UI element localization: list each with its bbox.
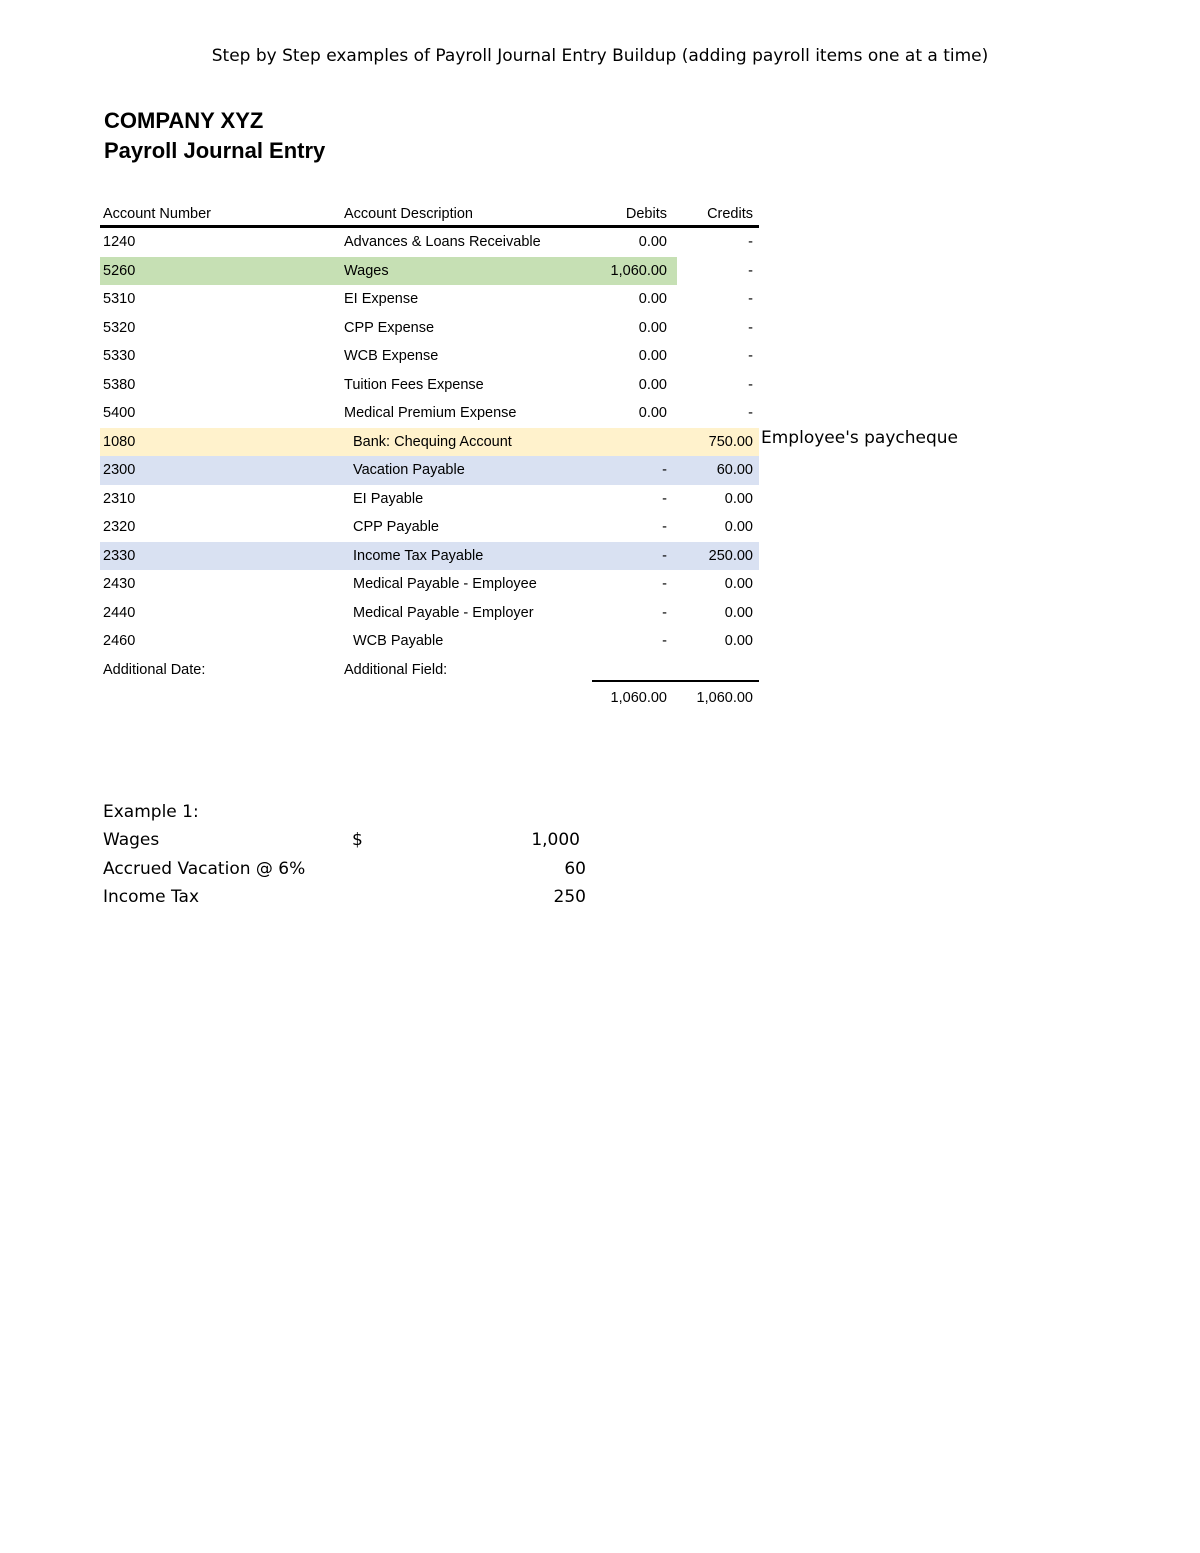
debit-value: 0.00: [638, 291, 667, 307]
debit-value: -: [662, 490, 667, 507]
list-item: [103, 826, 603, 854]
account-description: EI Expense: [344, 291, 419, 307]
example-item-label: Accrued Vacation @ 6%: [103, 858, 306, 879]
table-row: [100, 285, 759, 314]
account-number: 2430: [103, 576, 136, 592]
account-description: Medical Payable - Employer: [353, 604, 534, 621]
example-item-currency: $: [352, 830, 363, 851]
account-number: 2460: [103, 633, 136, 649]
account-description: Medical Payable - Employee: [353, 576, 537, 592]
example-section: [103, 798, 603, 911]
account-number: 5260: [103, 262, 136, 279]
header-account-description: Account Description: [344, 206, 473, 222]
journal-table: [100, 201, 759, 684]
credit-value: 250.00: [708, 547, 753, 564]
additional-field-label: Additional Field:: [344, 661, 448, 678]
table-row: [100, 599, 759, 628]
account-description: Bank: Chequing Account: [353, 433, 512, 450]
debit-value: -: [662, 633, 667, 649]
paycheque-note: Employee's paycheque: [761, 428, 959, 448]
table-row: [100, 342, 759, 371]
example-item-label: Income Tax: [103, 886, 200, 907]
debit-value: 0.00: [638, 234, 667, 250]
list-item: [103, 883, 603, 911]
credit-value: 0.00: [724, 576, 753, 592]
account-number: 5310: [103, 291, 136, 307]
account-number: 2300: [103, 462, 136, 478]
credit-value: 60.00: [716, 462, 753, 478]
credit-value: -: [748, 234, 753, 250]
report-title: Payroll Journal Entry: [104, 138, 326, 163]
table-row: [100, 485, 759, 514]
account-description: Advances & Loans Receivable: [344, 234, 541, 250]
credit-value: 0.00: [724, 519, 753, 535]
totals-row: [100, 686, 759, 710]
example-title-row: [103, 798, 603, 826]
credit-value: 0.00: [724, 633, 753, 649]
example-title: Example 1:: [103, 802, 199, 822]
debit-value: 0.00: [638, 348, 667, 364]
credit-value: 750.00: [708, 433, 753, 450]
table-row-vacation-payable: [100, 456, 759, 485]
credit-value: -: [748, 405, 753, 421]
debit-value: 0.00: [638, 319, 667, 336]
table-row: [100, 314, 759, 343]
account-number: 5320: [103, 319, 136, 336]
header-credits: Credits: [707, 206, 753, 222]
credit-value: -: [748, 348, 753, 364]
header-account-number: Account Number: [103, 206, 211, 222]
account-number: 5400: [103, 405, 136, 421]
account-description: Vacation Payable: [353, 462, 465, 478]
account-description: CPP Payable: [353, 519, 439, 535]
account-description: CPP Expense: [344, 319, 435, 336]
credit-value: 0.00: [724, 604, 753, 621]
debit-value: -: [662, 547, 667, 564]
account-number: 2310: [103, 490, 136, 507]
journal-header-row: [100, 201, 759, 228]
debit-value: -: [662, 576, 667, 592]
account-description: Wages: [344, 262, 389, 279]
table-row-wages: [100, 257, 759, 286]
account-number: 2320: [103, 519, 136, 535]
total-debits: 1,060.00: [610, 690, 667, 706]
credit-value: 0.00: [724, 490, 753, 507]
debit-value: 1,060.00: [610, 262, 667, 279]
header-debits: Debits: [625, 206, 667, 222]
account-description: WCB Expense: [344, 348, 439, 364]
list-item: [103, 855, 603, 883]
table-row: [100, 399, 759, 428]
table-row: [100, 228, 759, 257]
credit-value: -: [748, 376, 753, 393]
account-number: 2440: [103, 604, 136, 621]
total-credits: 1,060.00: [696, 690, 753, 706]
table-row: [100, 513, 759, 542]
debit-value: 0.00: [638, 405, 667, 421]
example-item-value: 60: [564, 858, 586, 879]
table-row: [100, 627, 759, 656]
debit-value: [592, 428, 667, 457]
account-number: 5380: [103, 376, 136, 393]
credit-value: -: [748, 291, 753, 307]
company-name: COMPANY XYZ: [104, 108, 264, 133]
account-number: 5330: [103, 348, 136, 364]
additional-date-label: Additional Date:: [103, 661, 206, 678]
credit-value: -: [748, 262, 753, 279]
table-row: [100, 570, 759, 599]
account-number: 1080: [103, 433, 136, 450]
debit-value: 0.00: [638, 376, 667, 393]
account-description: Medical Premium Expense: [344, 405, 517, 421]
example-item-value: 1,000: [531, 830, 580, 851]
account-description: Tuition Fees Expense: [344, 376, 484, 393]
table-row-bank: [100, 428, 759, 457]
example-item-value: 250: [553, 886, 586, 907]
debit-value: -: [662, 604, 667, 621]
account-description: Income Tax Payable: [353, 547, 484, 564]
debit-value: -: [662, 519, 667, 535]
account-number: 2330: [103, 547, 136, 564]
table-row: [100, 371, 759, 400]
table-row-income-tax-payable: [100, 542, 759, 571]
account-description: EI Payable: [353, 490, 424, 507]
credit-value: -: [748, 319, 753, 336]
total-divider: [592, 680, 759, 682]
page-title: Step by Step examples of Payroll Journal Entry Buildup (adding payroll items one at a time): [211, 46, 989, 66]
example-item-label: Wages: [103, 830, 160, 851]
debit-value: -: [662, 462, 667, 478]
account-description: WCB Payable: [353, 633, 444, 649]
account-number: 1240: [103, 234, 136, 250]
